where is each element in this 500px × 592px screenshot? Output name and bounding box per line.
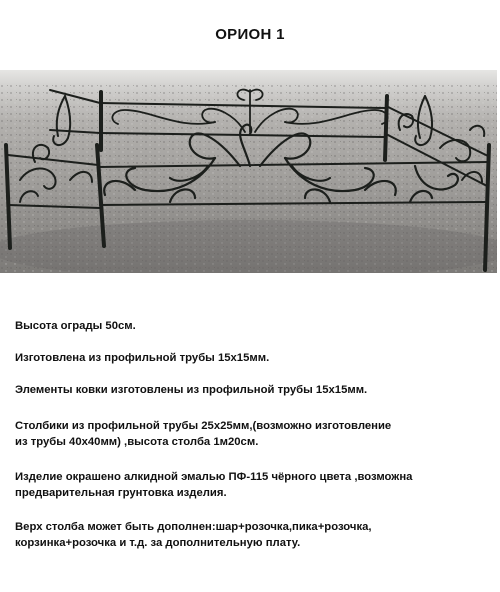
paint-text: Изделие окрашено алкидной эмалью ПФ-115 чёрного цвета ,возможна предварительная грунтовка изделия.: [15, 471, 413, 499]
fence-photo: [0, 70, 497, 273]
page-title: ОРИОН 1: [215, 26, 285, 43]
posts-text: Столбики из профильной трубы 25х25мм,(возможно изготовление из трубы 40х40мм) ,высота столба 1м20см.: [15, 420, 392, 448]
material-text: Изготовлена из профильной трубы 15х15мм.: [15, 352, 270, 364]
fence-height-text: Высота ограды 50см.: [15, 320, 136, 332]
post-top-options-text: Верх столба может быть дополнен:шар+розочка,пика+розочка, корзинка+розочка и т.д. за дополнительную плату.: [15, 521, 372, 549]
forged-elements-text: Элементы ковки изготовлены из профильной трубы 15х15мм.: [15, 384, 368, 396]
